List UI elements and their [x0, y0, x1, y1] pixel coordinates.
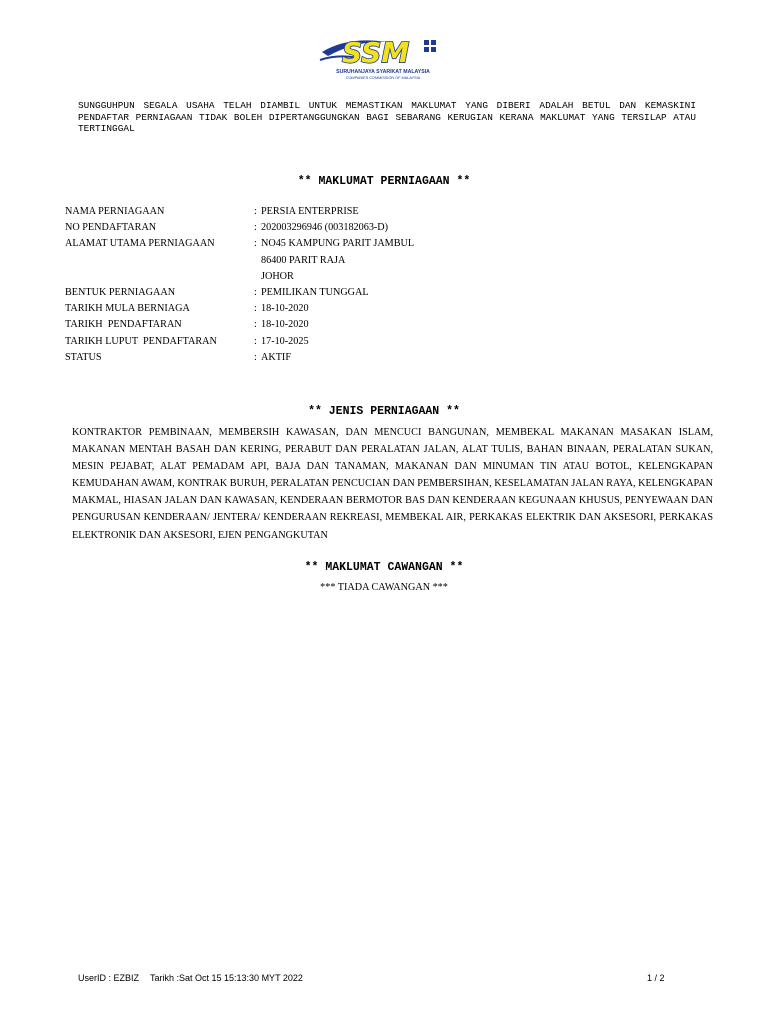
- info-value: AKTIF: [261, 351, 291, 363]
- info-colon: :: [254, 351, 257, 363]
- section-title-cawangan: ** MAKLUMAT CAWANGAN **: [304, 561, 464, 574]
- info-row-luput: [65, 334, 414, 350]
- logo-dot: [431, 47, 436, 52]
- info-label: NO PENDAFTARAN: [65, 222, 157, 234]
- logo-dot: [424, 47, 429, 52]
- info-label: ALAMAT UTAMA PERNIAGAAN: [65, 238, 215, 250]
- info-label: TARIKH LUPUT PENDAFTARAN: [65, 335, 217, 347]
- business-type-text: KONTRAKTOR PEMBINAAN, MEMBERSIH KAWASAN, DAN MENCUCI BANGUNAN, MEMBEKAL MAKANAN MASAKAN ISLAM, MAKANAN MENTAH BASAH DAN KERING, PERABUT DAN PERALATAN JALAN, ALAT TULIS, BAHAN BINAAN, PERALATAN SUKAN, MESIN PEJABAT, ALAT PEMADAM API, BAJA DAN TANAMAN, MAKANAN DAN MINUMAN TIN ATAU BOTOL, KELENGKAPAN KEMUDAHAN AWAM, KONTRAK BURUH, PERALATAN PENCUCIAN DAN PEMBERSIHAN, KESELAMATAN JALAN RAYA, KELENGKAPAN MAKMAL, HIASAN JALAN DAN KAWASAN, KENDERAAN BERMOTOR BAS DAN KENDERAAN KEGUNAAN KHUSUS, PENYEWAAN DAN PENGURUSAN KENDERAAN/ JENTERA/ KENDERAAN REKREASI, MEMBEKAL AIR, PERKAKAS ELEKTRIK DAN AKSESORI, PERKAKAS ELEKTRONIK DAN AKSESORI, EJEN PENGANGKUTAN: [72, 427, 713, 541]
- info-label: TARIKH MULA BERNIAGA: [65, 303, 190, 315]
- info-address-line: 86400 PARIT RAJA: [261, 254, 346, 266]
- info-row-nama: [65, 204, 414, 220]
- footer-page-number: 1 / 2: [647, 973, 665, 983]
- info-colon: :: [254, 286, 257, 298]
- logo-dot: [431, 40, 436, 45]
- info-colon: :: [254, 319, 257, 331]
- info-row-alamat: [65, 236, 414, 252]
- section-title-jenis: ** JENIS PERNIAGAAN **: [308, 405, 460, 418]
- info-label: TARIKH PENDAFTARAN: [65, 319, 182, 331]
- info-value: 18-10-2020: [261, 319, 309, 331]
- info-value: 17-10-2025: [261, 335, 309, 347]
- info-value: 202003296946 (003182063-D): [261, 222, 389, 234]
- info-colon: :: [254, 238, 257, 250]
- info-label: NAMA PERNIAGAAN: [65, 206, 165, 217]
- section-title-maklumat: ** MAKLUMAT PERNIAGAAN **: [297, 175, 471, 188]
- info-row-mula: [65, 301, 414, 317]
- ssm-logo: [318, 32, 448, 82]
- footer-tarikh: Tarikh :Sat Oct 15 15:13:30 MYT 2022: [150, 973, 303, 983]
- info-colon: :: [254, 335, 257, 347]
- info-colon: :: [254, 206, 257, 217]
- info-value: NO45 KAMPUNG PARIT JAMBUL: [261, 238, 415, 250]
- info-row-daftar: [65, 317, 414, 333]
- branch-none-text: *** TIADA CAWANGAN ***: [320, 582, 448, 593]
- footer-userid: UserID : EZBIZ: [78, 973, 140, 983]
- info-label: STATUS: [65, 351, 102, 363]
- business-info-table: [65, 204, 414, 366]
- disclaimer-text: SUNGGUHPUN SEGALA USAHA TELAH DIAMBIL UNTUK MEMASTIKAN MAKLUMAT YANG DIBERI ADALAH BETUL DAN KEMASKINI PENDAFTAR PERNIAGAAN TIDAK BOLEH DIPERTANGGUNGKAN BAGI SEBARANG KERUGIAN KERANA MAKLUMAT YANG TERSILAP ATAU TERTINGGAL: [78, 100, 696, 134]
- info-colon: :: [254, 303, 257, 315]
- info-row-bentuk: [65, 285, 414, 301]
- ssm-logo-graphic: [318, 32, 448, 82]
- logo-line1: SURUHANJAYA SYARIKAT MALAYSIA: [336, 69, 430, 75]
- info-row-status: [65, 350, 414, 366]
- info-value: PEMILIKAN TUNGGAL: [261, 286, 369, 298]
- info-value: 18-10-2020: [261, 303, 309, 315]
- info-label: BENTUK PERNIAGAAN: [65, 286, 176, 298]
- info-value: PERSIA ENTERPRISE: [261, 206, 359, 217]
- info-colon: :: [254, 222, 257, 234]
- info-row-no: [65, 220, 414, 236]
- logo-dot: [424, 40, 429, 45]
- logo-line2: COMPANIES COMMISSION OF MALAYSIA: [345, 76, 421, 80]
- info-address-line: JOHOR: [261, 270, 294, 282]
- logo-wordmark: SSM: [342, 36, 410, 69]
